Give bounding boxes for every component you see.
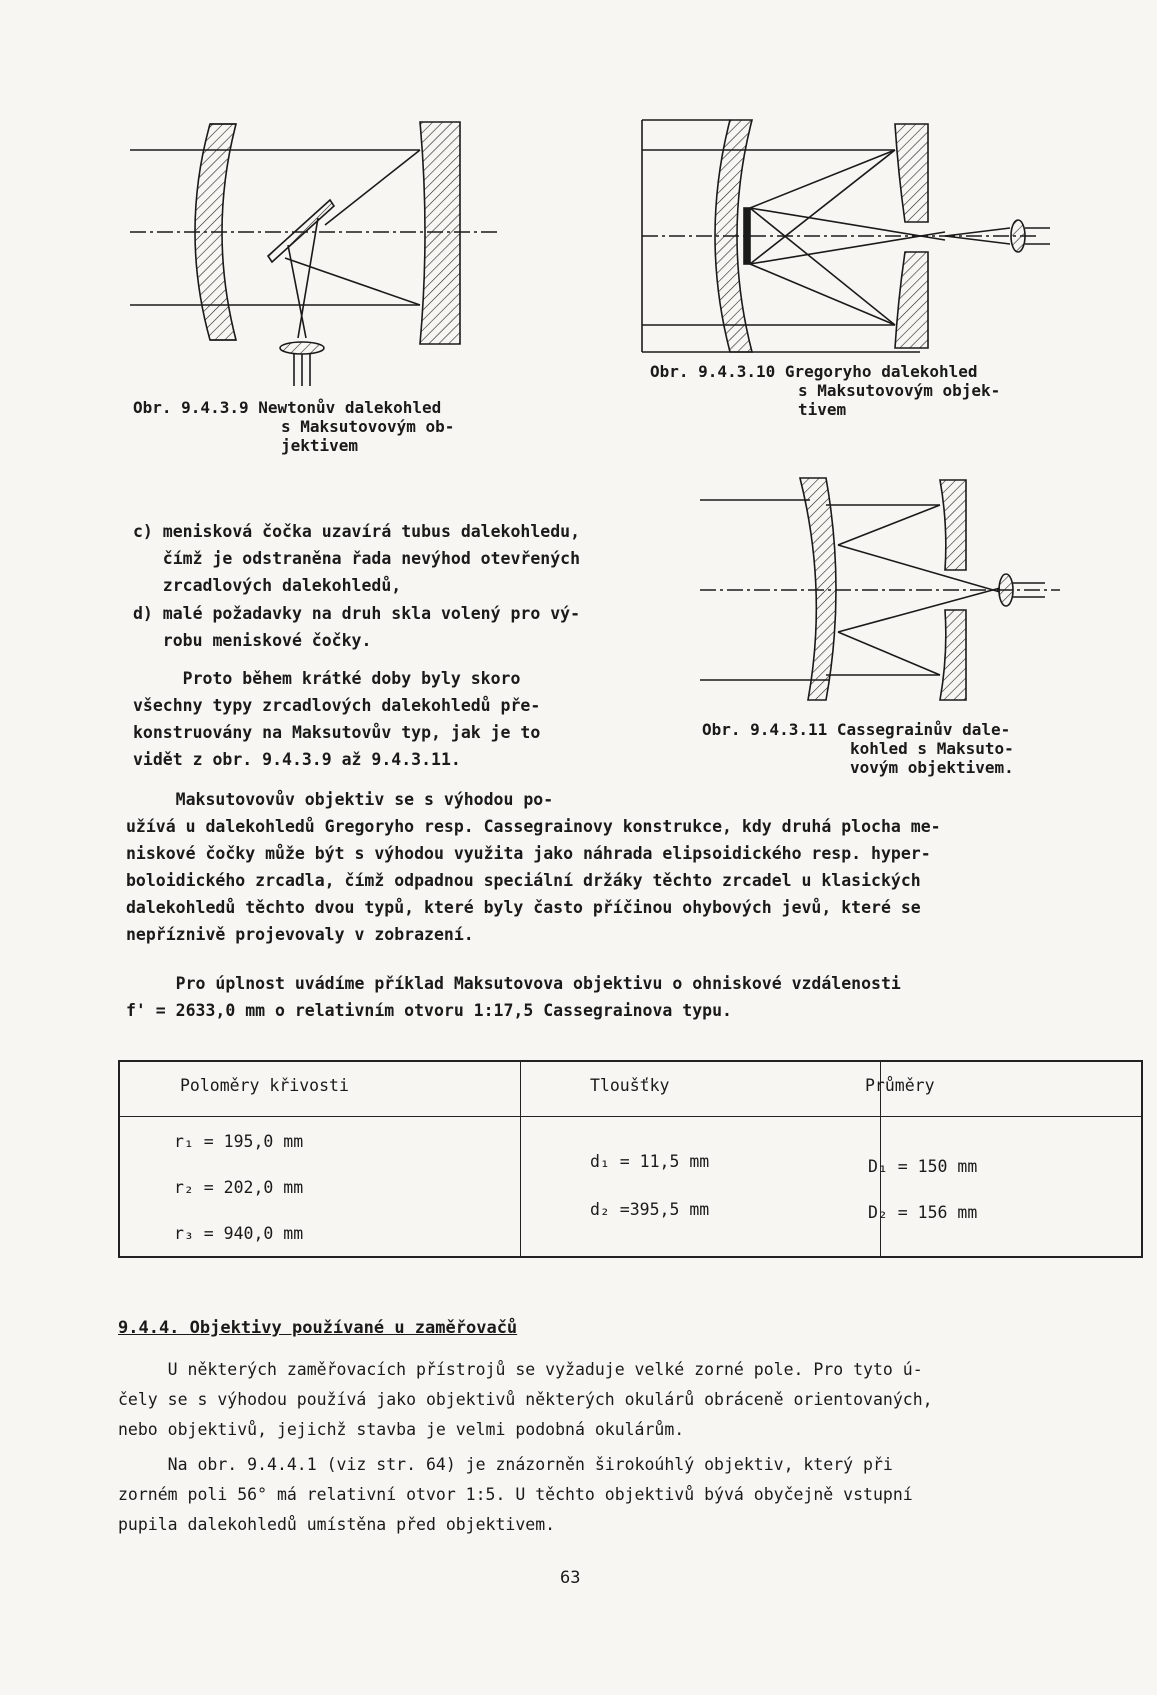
section-paragraph-2 [118,1450,913,1540]
caption-line: jektivem [281,436,359,455]
text-line: čímž je odstraněna řada nevýhod otevřených [133,549,581,568]
text-line: niskové čočky může být s výhodou využita jako náhrada elipsoidického resp. hyper- [126,844,931,863]
text-line: všechny typy zrcadlových dalekohledů pře- [133,696,541,715]
caption-line: s Maksutovovým ob- [281,417,455,436]
caption-line: Obr. 9.4.3.10 Gregoryho dalekohled [650,362,978,381]
table-cell-r3: r₃ = 940,0 mm [174,1224,304,1243]
text-line: zrcadlových dalekohledů, [133,576,402,595]
caption-line: s Maksutovovým objek- [798,381,1001,400]
text-line: Proto během krátké doby byly skoro [133,669,521,688]
table-header-thickness: Tloušťky [590,1076,670,1095]
caption-line: Obr. 9.4.3.9 Newtonův dalekohled [133,398,442,417]
caption-line: Obr. 9.4.3.11 Cassegrainův dale- [702,720,1011,739]
table-header-diameters: Průměry [865,1076,935,1095]
list-item-c [133,518,580,599]
paragraph-proto [133,665,540,773]
text-line: Maksutovovův objektiv se s výhodou po- [126,790,554,809]
lens-parameters-table [118,1060,1143,1258]
text-line: pupila dalekohledů umístěna před objektivem. [118,1515,556,1534]
figure-caption-9-4-3-11 [702,720,1014,777]
text-line: konstruovány na Maksutovův typ, jak je to [133,723,541,742]
text-line: nepříznivě projevovaly v zobrazení. [126,925,474,944]
text-line: f' = 2633,0 mm o relativním otvoru 1:17,5 Cassegrainova typu. [126,1001,732,1020]
caption-line: vovým objektivem. [850,758,1014,777]
paragraph-maksutov [126,786,941,948]
section-heading: 9.4.4. Objektivy používané u zaměřovačů [118,1318,518,1338]
text-line: Na obr. 9.4.4.1 (viz str. 64) je znázorněn širokoúhlý objektiv, který při [118,1455,893,1474]
page-number: 63 [560,1568,581,1588]
text-line: boloidického zrcadla, čímž odpadnou speciální držáky těchto zrcadel u klasických [126,871,921,890]
table-cell-r2: r₂ = 202,0 mm [174,1178,304,1197]
text-line: užívá u dalekohledů Gregoryho resp. Cassegrainovy konstrukce, kdy druhá plocha me- [126,817,941,836]
table-cell-r1: r₁ = 195,0 mm [174,1132,304,1151]
text-line: d) malé požadavky na druh skla volený pro vý- [133,604,581,623]
table-cell-D2: D₂ = 156 mm [868,1203,978,1222]
table-cell-d1: d₁ = 11,5 mm [590,1152,710,1171]
list-item-d [133,600,580,654]
text-line: U některých zaměřovacích přístrojů se vyžaduje velké zorné pole. Pro tyto ú- [118,1360,923,1379]
text-line: c) menisková čočka uzavírá tubus dalekohledu, [133,522,581,541]
text-line: Pro úplnost uvádíme příklad Maksutovova objektivu o ohniskové vzdálenosti [126,974,901,993]
table-header-radii: Poloměry křivosti [180,1076,349,1095]
paragraph-example [126,970,901,1024]
text-line: dalekohledů těchto dvou typů, které byly často příčinou ohybových jevů, které se [126,898,921,917]
table-cell-D1: D₁ = 150 mm [868,1157,978,1176]
table-cell-d2: d₂ =395,5 mm [590,1200,710,1219]
caption-line: kohled s Maksuto- [850,739,1014,758]
caption-line: tivem [798,400,847,419]
text-line: nebo objektivů, jejichž stavba je velmi podobná okulárům. [118,1420,685,1439]
section-paragraph-1 [118,1355,933,1445]
text-line: zorném poli 56° má relativní otvor 1:5. U těchto objektivů bývá obyčejně vstupní [118,1485,913,1504]
text-line: robu meniskové čočky. [133,631,372,650]
text-line: vidět z obr. 9.4.3.9 až 9.4.3.11. [133,750,461,769]
text-line: čely se s výhodou používá jako objektivů některých okulárů obráceně orientovaných, [118,1390,933,1409]
